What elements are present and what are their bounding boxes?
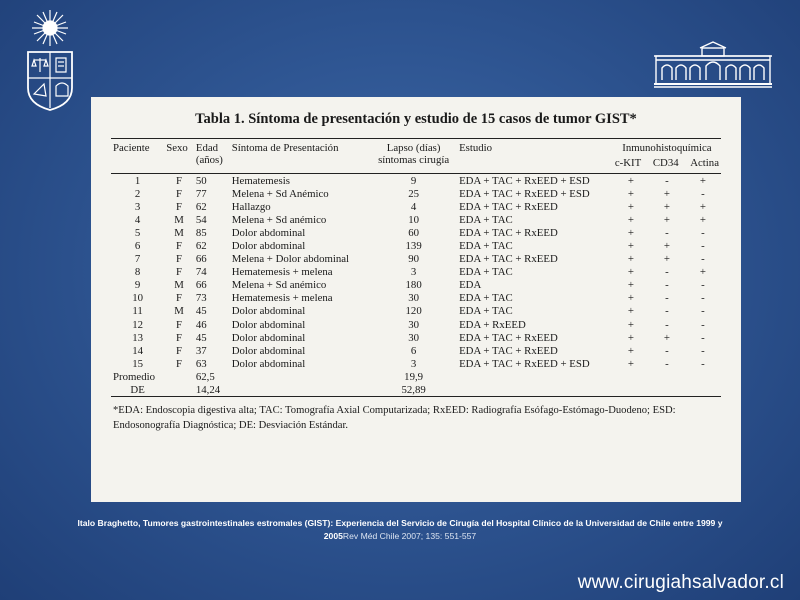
cell-paciente: 11 — [132, 305, 143, 318]
cell-paciente: 6 — [134, 240, 141, 253]
col-paciente: Paciente — [111, 139, 164, 172]
cell-estudio: EDA + TAC + RxEED — [459, 253, 558, 266]
cell-actina: - — [701, 344, 705, 357]
cell-actina: - — [701, 357, 705, 370]
cell-sintoma: Hematemesis — [231, 174, 290, 187]
cell-actina: - — [701, 279, 705, 292]
table-row — [111, 200, 721, 213]
cell-sexo: F — [176, 266, 183, 279]
cell-edad: 62 — [195, 200, 207, 213]
cell-edad: 63 — [195, 357, 207, 370]
cell-actina: + — [699, 266, 706, 279]
col-ckit: c-KIT — [614, 157, 642, 170]
cell-edad: 62 — [195, 240, 207, 253]
cell-sexo: M — [174, 213, 184, 226]
cell-paciente: 3 — [134, 200, 141, 213]
de-label: DE — [111, 383, 164, 397]
cell-ckit: + — [627, 292, 634, 305]
cell-actina: - — [701, 187, 705, 200]
cell-lapso: 3 — [410, 357, 417, 370]
cell-sintoma: Melena + Sd Anémico — [231, 187, 329, 200]
table-row — [111, 291, 721, 304]
table-document — [91, 97, 741, 502]
col-edad: Edad (años) — [194, 139, 230, 172]
cell-lapso: 60 — [408, 226, 420, 239]
cell-paciente: 9 — [134, 279, 141, 292]
university-coat-of-arms-icon — [22, 8, 78, 112]
cell-ckit: + — [627, 318, 634, 331]
cell-estudio: EDA + TAC — [459, 266, 513, 279]
cell-paciente: 15 — [132, 357, 144, 370]
cell-sexo: F — [176, 357, 183, 370]
cell-ckit: + — [627, 187, 634, 200]
cell-estudio: EDA + TAC + RxEED — [459, 226, 558, 239]
cell-lapso: 120 — [405, 305, 422, 318]
cell-cd34: - — [665, 226, 669, 239]
cell-lapso: 30 — [408, 331, 420, 344]
cell-lapso: 139 — [405, 240, 422, 253]
cell-sintoma: Dolor abdominal — [231, 318, 306, 331]
hospital-building-icon — [652, 40, 774, 90]
col-sintoma: Síntoma de Presentación — [230, 139, 370, 172]
cell-cd34: - — [665, 266, 669, 279]
cell-paciente: 13 — [132, 331, 144, 344]
cell-edad: 74 — [195, 266, 207, 279]
table-row — [111, 278, 721, 291]
cell-actina: - — [701, 240, 705, 253]
cell-cd34: - — [665, 292, 669, 305]
cell-edad: 85 — [195, 226, 207, 239]
cell-sexo: F — [176, 240, 183, 253]
cell-sexo: F — [176, 253, 183, 266]
cell-sintoma: Hallazgo — [231, 200, 271, 213]
cell-edad: 66 — [195, 253, 207, 266]
cell-sexo: M — [174, 226, 184, 239]
cell-paciente: 14 — [132, 344, 144, 357]
col-estudio: Estudio — [457, 139, 613, 172]
cell-paciente: 4 — [134, 213, 141, 226]
cell-actina: - — [701, 305, 705, 318]
cell-sintoma: Melena + Sd anémico — [231, 213, 327, 226]
cell-ckit: + — [627, 331, 634, 344]
cell-sexo: F — [176, 292, 183, 305]
cell-ckit: + — [627, 213, 634, 226]
table-row — [111, 187, 721, 200]
cell-ckit: + — [627, 344, 634, 357]
cell-sexo: M — [174, 305, 184, 318]
cell-edad: 77 — [195, 187, 207, 200]
cell-paciente: 5 — [134, 226, 141, 239]
cell-estudio: EDA + TAC + RxEED + ESD — [459, 174, 590, 187]
table-row — [111, 173, 721, 187]
cell-cd34: - — [665, 318, 669, 331]
cell-sexo: F — [176, 200, 183, 213]
cell-sexo: M — [174, 279, 184, 292]
cell-ckit: + — [627, 174, 634, 187]
cell-ckit: + — [627, 240, 634, 253]
cell-sintoma: Dolor abdominal — [231, 357, 306, 370]
cell-lapso: 4 — [410, 200, 417, 213]
table-row — [111, 344, 721, 357]
table-row — [111, 213, 721, 226]
cell-edad: 46 — [195, 318, 207, 331]
table-row — [111, 331, 721, 344]
cell-actina: - — [701, 253, 705, 266]
cell-lapso: 90 — [408, 253, 420, 266]
cell-cd34: + — [663, 331, 670, 344]
cell-lapso: 10 — [408, 213, 420, 226]
cell-cd34: - — [665, 174, 669, 187]
website-url: www.cirugiahsalvador.cl — [577, 572, 784, 593]
cell-ckit: + — [627, 357, 634, 370]
cell-lapso: 180 — [405, 279, 422, 292]
cell-sintoma: Melena + Dolor abdominal — [231, 253, 350, 266]
summary-row-de — [111, 383, 721, 397]
cell-estudio: EDA + RxEED — [459, 318, 526, 331]
cell-lapso: 30 — [408, 292, 420, 305]
cell-actina: + — [699, 174, 706, 187]
cell-paciente: 7 — [134, 253, 141, 266]
cell-sintoma: Melena + Sd anémico — [231, 279, 327, 292]
promedio-label: Promedio — [113, 370, 155, 383]
cell-ckit: + — [627, 226, 634, 239]
cell-estudio: EDA + TAC — [459, 292, 513, 305]
table-row — [111, 226, 721, 239]
col-inmuno: Inmunohistoquímica c-KIT CD34 Actina — [613, 139, 721, 172]
cell-estudio: EDA + TAC + RxEED + ESD — [459, 187, 590, 200]
col-cd34: CD34 — [652, 157, 679, 170]
cell-cd34: + — [663, 213, 670, 226]
cell-ckit: + — [627, 279, 634, 292]
table-row — [111, 318, 721, 331]
cell-estudio: EDA + TAC — [459, 240, 513, 253]
cell-lapso: 30 — [408, 318, 420, 331]
cell-estudio: EDA — [459, 279, 482, 292]
cell-cd34: - — [665, 305, 669, 318]
summary-row-promedio — [111, 370, 721, 383]
cell-cd34: - — [665, 357, 669, 370]
cell-cd34: - — [665, 344, 669, 357]
cell-estudio: EDA + TAC + RxEED — [459, 344, 558, 357]
cell-paciente: 2 — [134, 187, 141, 200]
cell-sintoma: Dolor abdominal — [231, 331, 306, 344]
table-row — [111, 239, 721, 252]
table-footnote: *EDA: Endoscopia digestiva alta; TAC: Tomografía Axial Computarizada; RxEED: Radiografía Esófago-Estómago-Duodeno; ESD: Endosonografía Diagnóstica; DE: Desviación Estándar. — [113, 404, 676, 432]
citation-caption — [60, 517, 740, 544]
cell-edad: 45 — [195, 305, 207, 318]
cell-cd34: + — [663, 240, 670, 253]
cell-paciente: 12 — [132, 318, 144, 331]
table-row — [111, 252, 721, 265]
cell-estudio: EDA + TAC + RxEED — [459, 200, 558, 213]
cell-paciente: 10 — [132, 292, 144, 305]
cell-sexo: F — [176, 331, 183, 344]
cell-estudio: EDA + TAC — [459, 213, 513, 226]
de-edad: 14,24 — [194, 383, 230, 397]
cell-sexo: F — [176, 174, 183, 187]
cell-paciente: 8 — [134, 266, 141, 279]
cell-sintoma: Hematemesis + melena — [231, 292, 333, 305]
cell-edad: 37 — [195, 344, 207, 357]
cell-actina: - — [701, 292, 705, 305]
table-row — [111, 357, 721, 370]
promedio-edad: 62,5 — [195, 370, 215, 383]
cell-ckit: + — [627, 200, 634, 213]
cell-estudio: EDA + TAC + RxEED + ESD — [459, 357, 590, 370]
cell-sexo: F — [176, 187, 183, 200]
de-lapso: 52,89 — [370, 383, 457, 397]
cell-actina: - — [701, 318, 705, 331]
citation-text: Italo Braghetto, Tumores gastrointestinales estromales (GIST): Experiencia del Servicio de Cirugía del Hospital Clínico de la Universidad de Chile entre 1999 y 2005 — [77, 518, 723, 542]
cell-sexo: F — [176, 318, 183, 331]
cell-sintoma: Dolor abdominal — [231, 305, 306, 318]
col-lapso: Lapso (días) síntomas cirugía — [370, 139, 457, 172]
cell-sintoma: Dolor abdominal — [231, 344, 306, 357]
cell-cd34: + — [663, 200, 670, 213]
cell-cd34: - — [665, 279, 669, 292]
cell-lapso: 3 — [410, 266, 417, 279]
cell-ckit: + — [627, 305, 634, 318]
cell-actina: + — [699, 200, 706, 213]
cell-edad: 54 — [195, 213, 207, 226]
table-row — [111, 304, 721, 317]
col-sexo: Sexo — [164, 139, 194, 172]
cell-cd34: + — [663, 253, 670, 266]
cell-estudio: EDA + TAC — [459, 305, 513, 318]
cell-edad: 45 — [195, 331, 207, 344]
gist-cases-table — [111, 138, 721, 397]
table-title: Tabla 1. Síntoma de presentación y estudio de 15 casos de tumor GIST* — [195, 111, 637, 127]
cell-estudio: EDA + TAC + RxEED — [459, 331, 558, 344]
cell-ckit: + — [627, 266, 634, 279]
table-row — [111, 265, 721, 278]
cell-ckit: + — [627, 253, 634, 266]
citation-reference: Rev Méd Chile 2007; 135: 551-557 — [342, 531, 477, 542]
cell-paciente: 1 — [134, 174, 141, 187]
cell-sintoma: Dolor abdominal — [231, 226, 306, 239]
cell-edad: 66 — [195, 279, 207, 292]
cell-actina: - — [701, 331, 705, 344]
cell-lapso: 25 — [408, 187, 420, 200]
cell-sintoma: Hematemesis + melena — [231, 266, 333, 279]
cell-actina: + — [699, 213, 706, 226]
cell-actina: - — [701, 226, 705, 239]
cell-lapso: 6 — [410, 344, 417, 357]
cell-cd34: + — [663, 187, 670, 200]
cell-sexo: F — [176, 344, 183, 357]
promedio-lapso: 19,9 — [404, 370, 424, 383]
col-actina: Actina — [690, 157, 719, 170]
cell-lapso: 9 — [410, 174, 417, 187]
cell-sintoma: Dolor abdominal — [231, 240, 306, 253]
cell-edad: 50 — [195, 174, 207, 187]
cell-edad: 73 — [195, 292, 207, 305]
